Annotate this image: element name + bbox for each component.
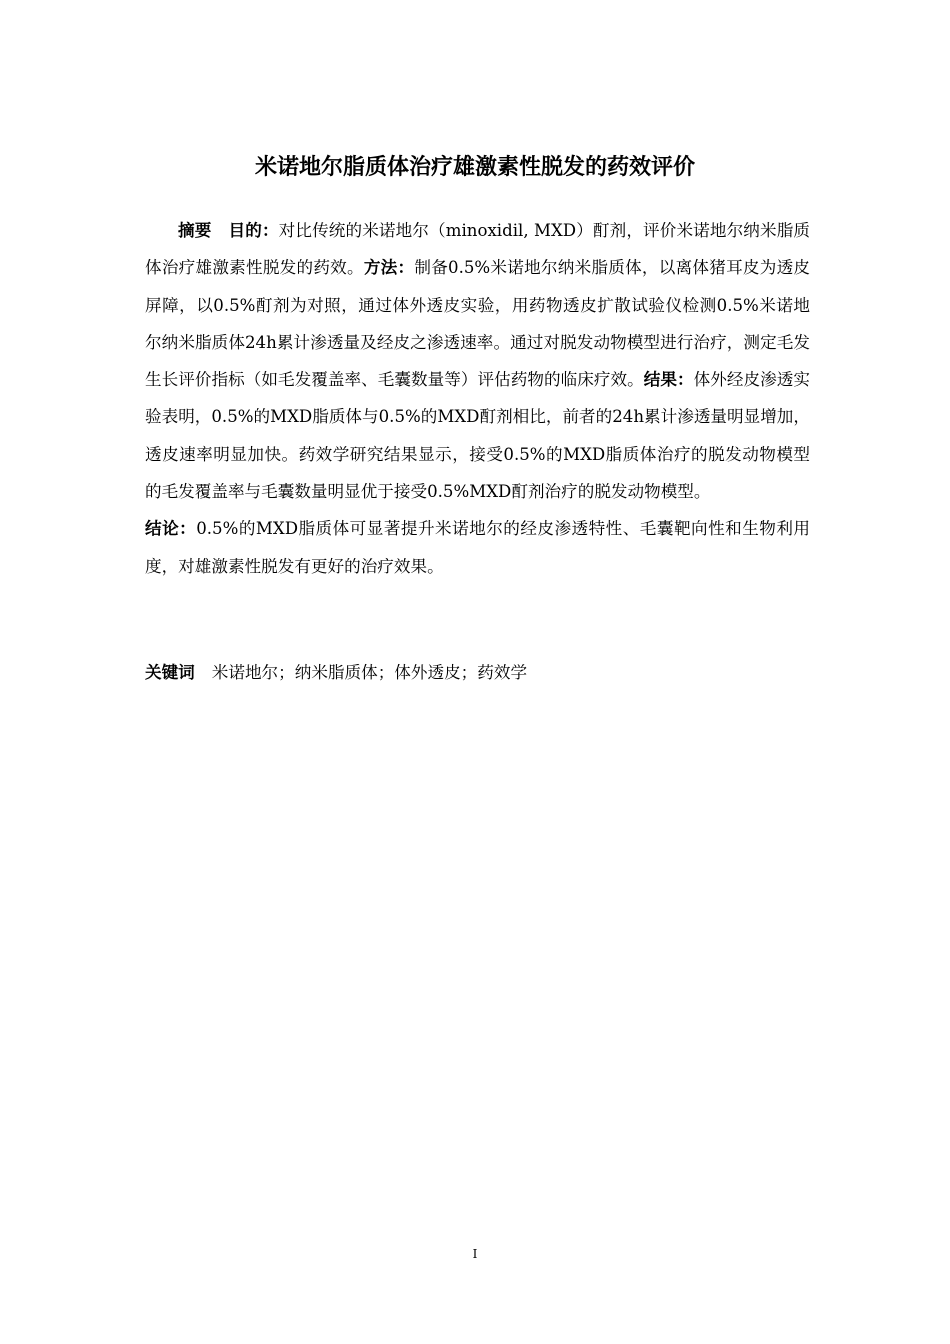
results-text: 体外经皮渗透实验表明，0.5%的MXD脂质体与0.5%的MXD酊剂相比，前者的24h累计渗透量明显增加，透皮速率明显加快。药效学研究结果显示，接受0.5%的MXD脂质体治疗的脱发动物模型的毛发覆盖率与毛囊数量明显优于接受0.5%MXD酊剂治疗的脱发动物模型。: [145, 370, 811, 502]
conclusion-text: 0.5%的MXD脂质体可显著提升米诺地尔的经皮渗透特性、毛囊靶向性和生物利用度，对雄激素性脱发有更好的治疗效果。: [145, 519, 811, 576]
keywords-text: 米诺地尔；纳米脂质体；体外透皮；药效学: [211, 663, 528, 682]
results-label: 结果：: [643, 370, 694, 390]
methods-label: 方法：: [363, 258, 415, 278]
abstract-label: 摘要: [178, 221, 212, 240]
conclusion-label: 结论：: [145, 519, 197, 539]
keywords-label: 关键词: [145, 663, 195, 682]
abstract-paragraph: [145, 212, 810, 585]
paper-title: 米诺地尔脂质体治疗雄激素性脱发的药效评价: [254, 155, 695, 180]
objective-text: 对比传统的米诺地尔（minoxidil, MXD）酊剂，评价米诺地尔纳米脂质体治疗雄激素性脱发的药效。: [145, 221, 811, 278]
keywords-line: [145, 656, 810, 690]
page-number: I: [472, 1247, 478, 1261]
methods-text: 制备0.5%米诺地尔纳米脂质体，以离体猪耳皮为透皮屏障，以0.5%酊剂为对照，通过体外透皮实验，用药物透皮扩散试验仪检测0.5%米诺地尔纳米脂质体24h累计渗透量及经皮之渗透速率。通过对脱发动物模型进行治疗，测定毛发生长评价指标（如毛发覆盖率、毛囊数量等）评估药物的临床疗效。: [145, 258, 811, 390]
objective-label: 目的：: [228, 221, 279, 240]
